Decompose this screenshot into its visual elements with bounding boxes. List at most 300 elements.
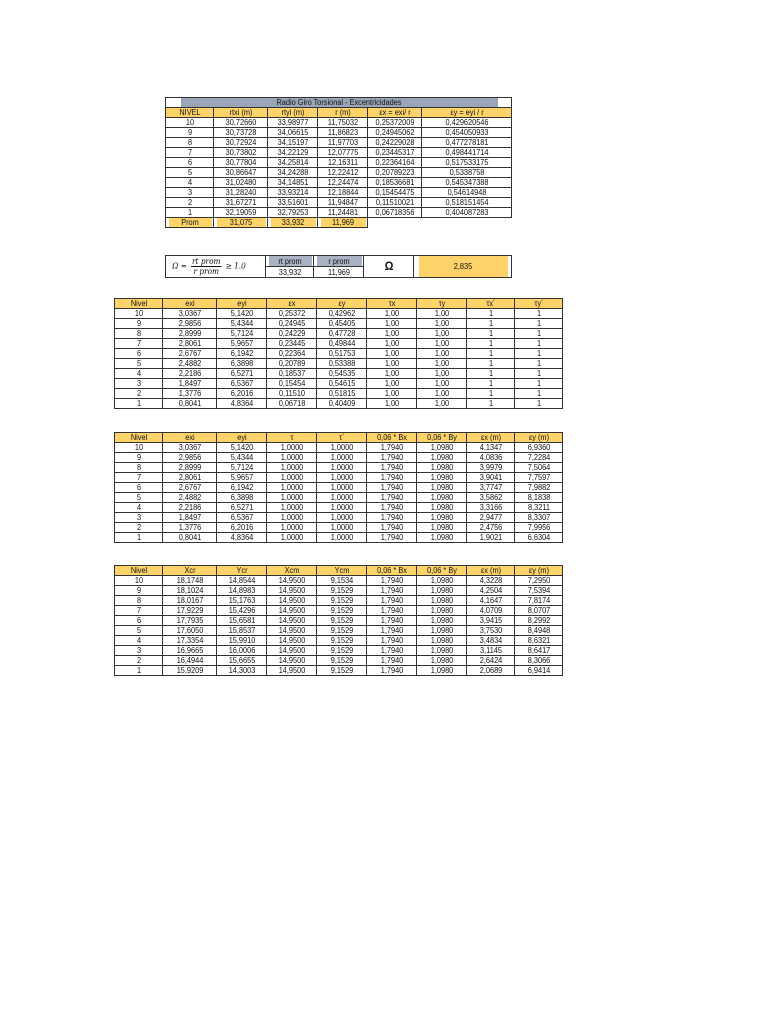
table-cell: 1,00 bbox=[419, 369, 465, 379]
omega-header-rt: rt prom bbox=[267, 256, 311, 267]
table-cell: 3 bbox=[116, 379, 160, 389]
table-cell: 1,7940 bbox=[369, 453, 415, 463]
header-cell: Xcm bbox=[269, 566, 315, 576]
table-cell: 17,6050 bbox=[165, 626, 215, 636]
table-row bbox=[166, 168, 512, 178]
header-cell: Nivel bbox=[116, 433, 160, 443]
table-cell: 8 bbox=[167, 138, 211, 148]
header-cell: Ycr bbox=[219, 566, 265, 576]
table-cell: 1,7940 bbox=[369, 523, 415, 533]
table-cell: 30,73728 bbox=[216, 128, 266, 138]
header-cell: NIVEL bbox=[167, 108, 211, 118]
table-cell: 0,11510021 bbox=[370, 198, 420, 208]
omega-numerator: rt prom bbox=[191, 257, 220, 266]
table-cell: 1,0000 bbox=[269, 493, 315, 503]
table-cell: 10 bbox=[116, 576, 160, 586]
table-cell: 31,67271 bbox=[216, 198, 266, 208]
table-cell: 31,02480 bbox=[216, 178, 266, 188]
table-cell: 1,0980 bbox=[419, 646, 465, 656]
table-cell: 9,1529 bbox=[319, 666, 365, 676]
table-cell: 0,477278181 bbox=[425, 138, 508, 148]
table-cell: 8,4948 bbox=[516, 626, 560, 636]
table-cell: 6,3898 bbox=[219, 493, 265, 503]
table-row bbox=[115, 616, 563, 626]
table-cell: 0,54614948 bbox=[425, 188, 508, 198]
table-cell: 1,00 bbox=[369, 319, 415, 329]
header-cell: εy (m) bbox=[516, 433, 560, 443]
header-cell: εy bbox=[319, 299, 365, 309]
omega-symbol: Ω bbox=[366, 256, 412, 278]
table-cell: 1,7940 bbox=[369, 503, 415, 513]
table-row bbox=[166, 178, 512, 188]
table-cell: 1,00 bbox=[419, 309, 465, 319]
prom-row bbox=[166, 218, 512, 228]
table-cell: 7,9956 bbox=[516, 523, 560, 533]
table-cell: 1,0980 bbox=[419, 596, 465, 606]
table-cell: 2,4756 bbox=[468, 523, 512, 533]
table-cell: 11,97703 bbox=[320, 138, 366, 148]
table-cell: 1,0980 bbox=[419, 626, 465, 636]
table-cell: 14,9500 bbox=[269, 586, 315, 596]
header-cell: exi bbox=[165, 433, 215, 443]
table-cell: 1,0000 bbox=[319, 463, 365, 473]
table-cell: 11,24481 bbox=[320, 208, 366, 218]
table-row bbox=[115, 463, 563, 473]
radio-giro-table bbox=[165, 97, 512, 228]
table-cell: 1,0980 bbox=[419, 533, 465, 543]
table-cell: 2,9856 bbox=[165, 319, 215, 329]
header-row bbox=[115, 433, 563, 443]
table-row bbox=[115, 359, 563, 369]
table-row bbox=[166, 188, 512, 198]
table-cell: 1,7940 bbox=[369, 513, 415, 523]
table-cell: 1 bbox=[116, 533, 160, 543]
table-cell: 5 bbox=[167, 168, 211, 178]
table-row bbox=[115, 533, 563, 543]
omega-value-r: 11,969 bbox=[316, 267, 362, 278]
table-cell: 1 bbox=[468, 339, 512, 349]
table-cell: 8 bbox=[116, 463, 160, 473]
table-cell: 16,9665 bbox=[165, 646, 215, 656]
table-row bbox=[115, 379, 563, 389]
table-cell: 0,15454 bbox=[269, 379, 315, 389]
table-cell: 15,6581 bbox=[219, 616, 265, 626]
table-cell: 1,3776 bbox=[165, 389, 215, 399]
table-cell: 6,9414 bbox=[516, 666, 560, 676]
omega-result: 2,835 bbox=[417, 256, 507, 278]
table-cell: 0,53388 bbox=[319, 359, 365, 369]
table-cell: 5,9657 bbox=[219, 339, 265, 349]
table-cell: 1 bbox=[516, 399, 560, 409]
table-cell: 6,5367 bbox=[219, 513, 265, 523]
header-cell: rtyi (m) bbox=[270, 108, 316, 118]
table-cell: 7,5064 bbox=[516, 463, 560, 473]
table-row bbox=[115, 656, 563, 666]
table-cell: 3,9415 bbox=[468, 616, 512, 626]
table-row bbox=[115, 483, 563, 493]
table-cell: 1,0000 bbox=[319, 503, 365, 513]
table-cell: 6 bbox=[167, 158, 211, 168]
table-cell: 0,25372 bbox=[269, 309, 315, 319]
table-cell: 5,7124 bbox=[219, 329, 265, 339]
table-cell: 34,24288 bbox=[270, 168, 316, 178]
table-cell: 6,5367 bbox=[219, 379, 265, 389]
table-cell: 14,9500 bbox=[269, 656, 315, 666]
table-cell: 5,4344 bbox=[219, 453, 265, 463]
empty-cell bbox=[370, 218, 420, 228]
header-cell: Xcr bbox=[165, 566, 215, 576]
table-cell: 6,6304 bbox=[516, 533, 560, 543]
header-cell: Nivel bbox=[116, 566, 160, 576]
table-cell: 1 bbox=[516, 339, 560, 349]
table-cell: 14,9500 bbox=[269, 646, 315, 656]
table-cell: 0,15454475 bbox=[370, 188, 420, 198]
table-row bbox=[115, 493, 563, 503]
table-cell: 16,4944 bbox=[165, 656, 215, 666]
table-cell: 0,24229 bbox=[269, 329, 315, 339]
table-cell: 1,0980 bbox=[419, 463, 465, 473]
table-cell: 1,0980 bbox=[419, 483, 465, 493]
table-cell: 4 bbox=[116, 369, 160, 379]
table-cell: 15,4296 bbox=[219, 606, 265, 616]
table-cell: 4,8364 bbox=[219, 533, 265, 543]
table-cell: 9,1529 bbox=[319, 646, 365, 656]
omega-fraction bbox=[191, 257, 221, 276]
table-cell: 1,0000 bbox=[319, 533, 365, 543]
table-cell: 1,7940 bbox=[369, 636, 415, 646]
table-cell: 1,0000 bbox=[269, 513, 315, 523]
table-cell: 9,1529 bbox=[319, 636, 365, 646]
header-cell: rtxi (m) bbox=[216, 108, 266, 118]
table-cell: 1,7940 bbox=[369, 493, 415, 503]
table-cell: 9,1534 bbox=[319, 576, 365, 586]
table-cell: 1,7940 bbox=[369, 473, 415, 483]
header-cell: r (m) bbox=[320, 108, 366, 118]
table-cell: 1,0980 bbox=[419, 586, 465, 596]
table-row bbox=[166, 128, 512, 138]
header-cell: 0,06 * By bbox=[419, 566, 465, 576]
header-cell: 0,06 * By bbox=[419, 433, 465, 443]
table-row bbox=[115, 626, 563, 636]
table-cell: 1,3776 bbox=[165, 523, 215, 533]
table-cell: 14,9500 bbox=[269, 626, 315, 636]
table-cell: 7,7597 bbox=[516, 473, 560, 483]
table-cell: 6 bbox=[116, 349, 160, 359]
table-cell: 1 bbox=[468, 309, 512, 319]
table-cell: 12,07775 bbox=[320, 148, 366, 158]
table-row bbox=[115, 646, 563, 656]
table-cell: 1 bbox=[516, 319, 560, 329]
table-cell: 1,9021 bbox=[468, 533, 512, 543]
table-cell: 1,0000 bbox=[269, 533, 315, 543]
table-cell: 8,3066 bbox=[516, 656, 560, 666]
table-cell: 3,5862 bbox=[468, 493, 512, 503]
table-cell: 7 bbox=[116, 339, 160, 349]
table-row bbox=[115, 329, 563, 339]
table-cell: 33,51601 bbox=[270, 198, 316, 208]
table-cell: 11,94847 bbox=[320, 198, 366, 208]
table-cell: 3 bbox=[116, 513, 160, 523]
table-cell: 1,0000 bbox=[269, 473, 315, 483]
table-cell: 3 bbox=[167, 188, 211, 198]
table-cell: 6,2016 bbox=[219, 389, 265, 399]
table-cell: 7,5394 bbox=[516, 586, 560, 596]
table-cell: 1,00 bbox=[419, 319, 465, 329]
table-cell: 34,06615 bbox=[270, 128, 316, 138]
table-cell: 17,3354 bbox=[165, 636, 215, 646]
table-cell: 0,18536681 bbox=[370, 178, 420, 188]
header-cell: τx bbox=[369, 299, 415, 309]
table-cell: 2 bbox=[116, 656, 160, 666]
table-cell: 1,00 bbox=[419, 389, 465, 399]
table-cell: 1,00 bbox=[419, 379, 465, 389]
table-cell: 1,0980 bbox=[419, 616, 465, 626]
table-cell: 4,1347 bbox=[468, 443, 512, 453]
table-cell: 1,0000 bbox=[319, 493, 365, 503]
table-cell: 9 bbox=[167, 128, 211, 138]
table-cell: 30,73802 bbox=[216, 148, 266, 158]
table-row bbox=[115, 309, 563, 319]
table-cell: 1 bbox=[468, 389, 512, 399]
table-cell: 10 bbox=[116, 443, 160, 453]
table-cell: 12,22412 bbox=[320, 168, 366, 178]
table-cell: 4,3228 bbox=[468, 576, 512, 586]
table-cell: 1,00 bbox=[369, 379, 415, 389]
omega-value-rt: 33,932 bbox=[267, 267, 311, 278]
table-cell: 14,9500 bbox=[269, 666, 315, 676]
table-row bbox=[166, 118, 512, 128]
table-cell: 1 bbox=[468, 359, 512, 369]
table-cell: 2,9856 bbox=[165, 453, 215, 463]
table-cell: 14,8544 bbox=[219, 576, 265, 586]
table-cell: 1,0000 bbox=[319, 453, 365, 463]
header-cell: exi bbox=[165, 299, 215, 309]
header-cell: 0,06 * Bx bbox=[369, 433, 415, 443]
table-row bbox=[115, 389, 563, 399]
table-cell: 7 bbox=[116, 606, 160, 616]
table-cell: 1,00 bbox=[419, 339, 465, 349]
table-cell: 6 bbox=[116, 483, 160, 493]
table-cell: 2,8999 bbox=[165, 329, 215, 339]
table-row bbox=[115, 453, 563, 463]
table-cell: 0,23445 bbox=[269, 339, 315, 349]
table-cell: 8,6417 bbox=[516, 646, 560, 656]
table-cell: 0,47728 bbox=[319, 329, 365, 339]
header-cell: Nivel bbox=[116, 299, 160, 309]
table-cell: 3,7747 bbox=[468, 483, 512, 493]
table-cell: 1 bbox=[516, 329, 560, 339]
table-cell: 2,4882 bbox=[165, 493, 215, 503]
center-rigidity-table bbox=[114, 565, 563, 676]
table-cell: 1,0000 bbox=[269, 523, 315, 533]
table-cell: 9,1529 bbox=[319, 596, 365, 606]
table-cell: 0,40409 bbox=[319, 399, 365, 409]
table-cell: 2,4882 bbox=[165, 359, 215, 369]
table-cell: 1,7940 bbox=[369, 666, 415, 676]
header-row bbox=[166, 108, 512, 118]
table-cell: 1,7940 bbox=[369, 656, 415, 666]
table-cell: 7,8174 bbox=[516, 596, 560, 606]
table-cell: 1,00 bbox=[369, 309, 415, 319]
table-cell: 0,49844 bbox=[319, 339, 365, 349]
header-cell: εy (m) bbox=[516, 566, 560, 576]
table-cell: 34,22129 bbox=[270, 148, 316, 158]
table-cell: 5 bbox=[116, 359, 160, 369]
header-cell: τ bbox=[269, 433, 315, 443]
header-cell: 0,06 * Bx bbox=[369, 566, 415, 576]
table-row bbox=[115, 523, 563, 533]
header-cell: eyi bbox=[219, 299, 265, 309]
table-row bbox=[115, 503, 563, 513]
table-cell: 2 bbox=[167, 198, 211, 208]
table-cell: 0,22364164 bbox=[370, 158, 420, 168]
table-cell: 1 bbox=[167, 208, 211, 218]
table-cell: 0,11510 bbox=[269, 389, 315, 399]
table-cell: 0,18537 bbox=[269, 369, 315, 379]
table-cell: 14,9500 bbox=[269, 596, 315, 606]
table-cell: 7 bbox=[167, 148, 211, 158]
table-cell: 34,25814 bbox=[270, 158, 316, 168]
header-row bbox=[115, 566, 563, 576]
table-cell: 14,9500 bbox=[269, 636, 315, 646]
table-cell: 30,86647 bbox=[216, 168, 266, 178]
omega-suffix: ≥ 1.0 bbox=[225, 261, 246, 271]
table-cell: 1,0980 bbox=[419, 493, 465, 503]
header-cell: τy´ bbox=[516, 299, 560, 309]
table-cell: 1,7940 bbox=[369, 483, 415, 493]
table-cell: 1,7940 bbox=[369, 626, 415, 636]
table-cell: 15,9209 bbox=[165, 666, 215, 676]
table-cell: 2,0689 bbox=[468, 666, 512, 676]
table-title-row bbox=[166, 98, 512, 108]
table-cell: 1,00 bbox=[419, 399, 465, 409]
table-cell: 1 bbox=[468, 369, 512, 379]
table-cell: 17,9229 bbox=[165, 606, 215, 616]
table-cell: 1,0000 bbox=[319, 443, 365, 453]
table-cell: 9,1529 bbox=[319, 606, 365, 616]
table-cell: 1 bbox=[468, 399, 512, 409]
table-cell: 0,42962 bbox=[319, 309, 365, 319]
omega-formula bbox=[170, 256, 262, 278]
table-cell: 17,7935 bbox=[165, 616, 215, 626]
table-cell: 1,00 bbox=[419, 349, 465, 359]
table-row bbox=[115, 666, 563, 676]
table-cell: 7,2950 bbox=[516, 576, 560, 586]
table-cell: 11,86823 bbox=[320, 128, 366, 138]
table-cell: 32,19059 bbox=[216, 208, 266, 218]
table-cell: 1,0000 bbox=[269, 503, 315, 513]
table-cell: 1,0980 bbox=[419, 513, 465, 523]
eccentricity-table bbox=[114, 432, 563, 543]
table-cell: 1,00 bbox=[369, 399, 415, 409]
table-cell: 6,1942 bbox=[219, 349, 265, 359]
table-cell: 1,00 bbox=[419, 329, 465, 339]
table-cell: 6,9360 bbox=[516, 443, 560, 453]
header-cell: εx = exi/ r bbox=[370, 108, 420, 118]
table-cell: 1,0980 bbox=[419, 453, 465, 463]
table-cell: 1,7940 bbox=[369, 443, 415, 453]
table-cell: 0,54535 bbox=[319, 369, 365, 379]
table-cell: 32,79253 bbox=[270, 208, 316, 218]
table-body bbox=[115, 576, 563, 676]
table-cell: 18,1024 bbox=[165, 586, 215, 596]
table-cell: 3,4834 bbox=[468, 636, 512, 646]
table-row bbox=[115, 596, 563, 606]
table-cell: 31,28240 bbox=[216, 188, 266, 198]
omega-block bbox=[165, 255, 511, 277]
prom-label: Prom bbox=[167, 218, 211, 228]
header-cell: εx bbox=[269, 299, 315, 309]
header-cell: τx´ bbox=[468, 299, 512, 309]
table-cell: 1 bbox=[468, 319, 512, 329]
table-cell: 7,2284 bbox=[516, 453, 560, 463]
table-cell: 1,0980 bbox=[419, 503, 465, 513]
table-cell: 4,1647 bbox=[468, 596, 512, 606]
table-cell: 1 bbox=[468, 329, 512, 339]
table-cell: 3,1145 bbox=[468, 646, 512, 656]
table-cell: 1,7940 bbox=[369, 576, 415, 586]
table-row bbox=[115, 513, 563, 523]
table-cell: 1,00 bbox=[419, 359, 465, 369]
prom-value: 31,075 bbox=[216, 218, 266, 228]
omega-header-r: r prom bbox=[316, 256, 362, 267]
table-cell: 12,16311 bbox=[320, 158, 366, 168]
table-body bbox=[115, 309, 563, 409]
table-cell: 8 bbox=[116, 596, 160, 606]
table-cell: 1,7940 bbox=[369, 646, 415, 656]
table-cell: 1 bbox=[516, 359, 560, 369]
table-cell: 7,9882 bbox=[516, 483, 560, 493]
table-cell: 3 bbox=[116, 646, 160, 656]
table-cell: 18,0167 bbox=[165, 596, 215, 606]
table-cell: 8 bbox=[116, 329, 160, 339]
table-cell: 1 bbox=[116, 399, 160, 409]
table-cell: 5,1420 bbox=[219, 309, 265, 319]
table-cell: 4,0836 bbox=[468, 453, 512, 463]
table-cell: 2,6424 bbox=[468, 656, 512, 666]
prom-value: 33,932 bbox=[270, 218, 316, 228]
table-row bbox=[166, 138, 512, 148]
table-row bbox=[115, 349, 563, 359]
table-cell: 10 bbox=[167, 118, 211, 128]
table-cell: 1,0980 bbox=[419, 576, 465, 586]
table-cell: 33,98977 bbox=[270, 118, 316, 128]
table-cell: 1,0000 bbox=[319, 473, 365, 483]
table-row bbox=[166, 148, 512, 158]
table-cell: 1,7940 bbox=[369, 533, 415, 543]
table-cell: 9 bbox=[116, 453, 160, 463]
table-cell: 12,24474 bbox=[320, 178, 366, 188]
omega-table bbox=[165, 255, 512, 278]
table-cell: 1,00 bbox=[369, 339, 415, 349]
table-cell: 1,0980 bbox=[419, 666, 465, 676]
table-cell: 33,93214 bbox=[270, 188, 316, 198]
table-cell: 1,7940 bbox=[369, 596, 415, 606]
table-cell: 9,1529 bbox=[319, 626, 365, 636]
table-cell: 1,0980 bbox=[419, 443, 465, 453]
table-cell: 6,1942 bbox=[219, 483, 265, 493]
table-cell: 4,8364 bbox=[219, 399, 265, 409]
table-cell: 1,00 bbox=[369, 359, 415, 369]
table-cell: 3,7530 bbox=[468, 626, 512, 636]
table-cell: 8,2992 bbox=[516, 616, 560, 626]
table-cell: 4,2504 bbox=[468, 586, 512, 596]
table-cell: 15,1763 bbox=[219, 596, 265, 606]
table-cell: 11,75032 bbox=[320, 118, 366, 128]
table-cell: 2 bbox=[116, 389, 160, 399]
header-row bbox=[115, 299, 563, 309]
table-cell: 34,14851 bbox=[270, 178, 316, 188]
